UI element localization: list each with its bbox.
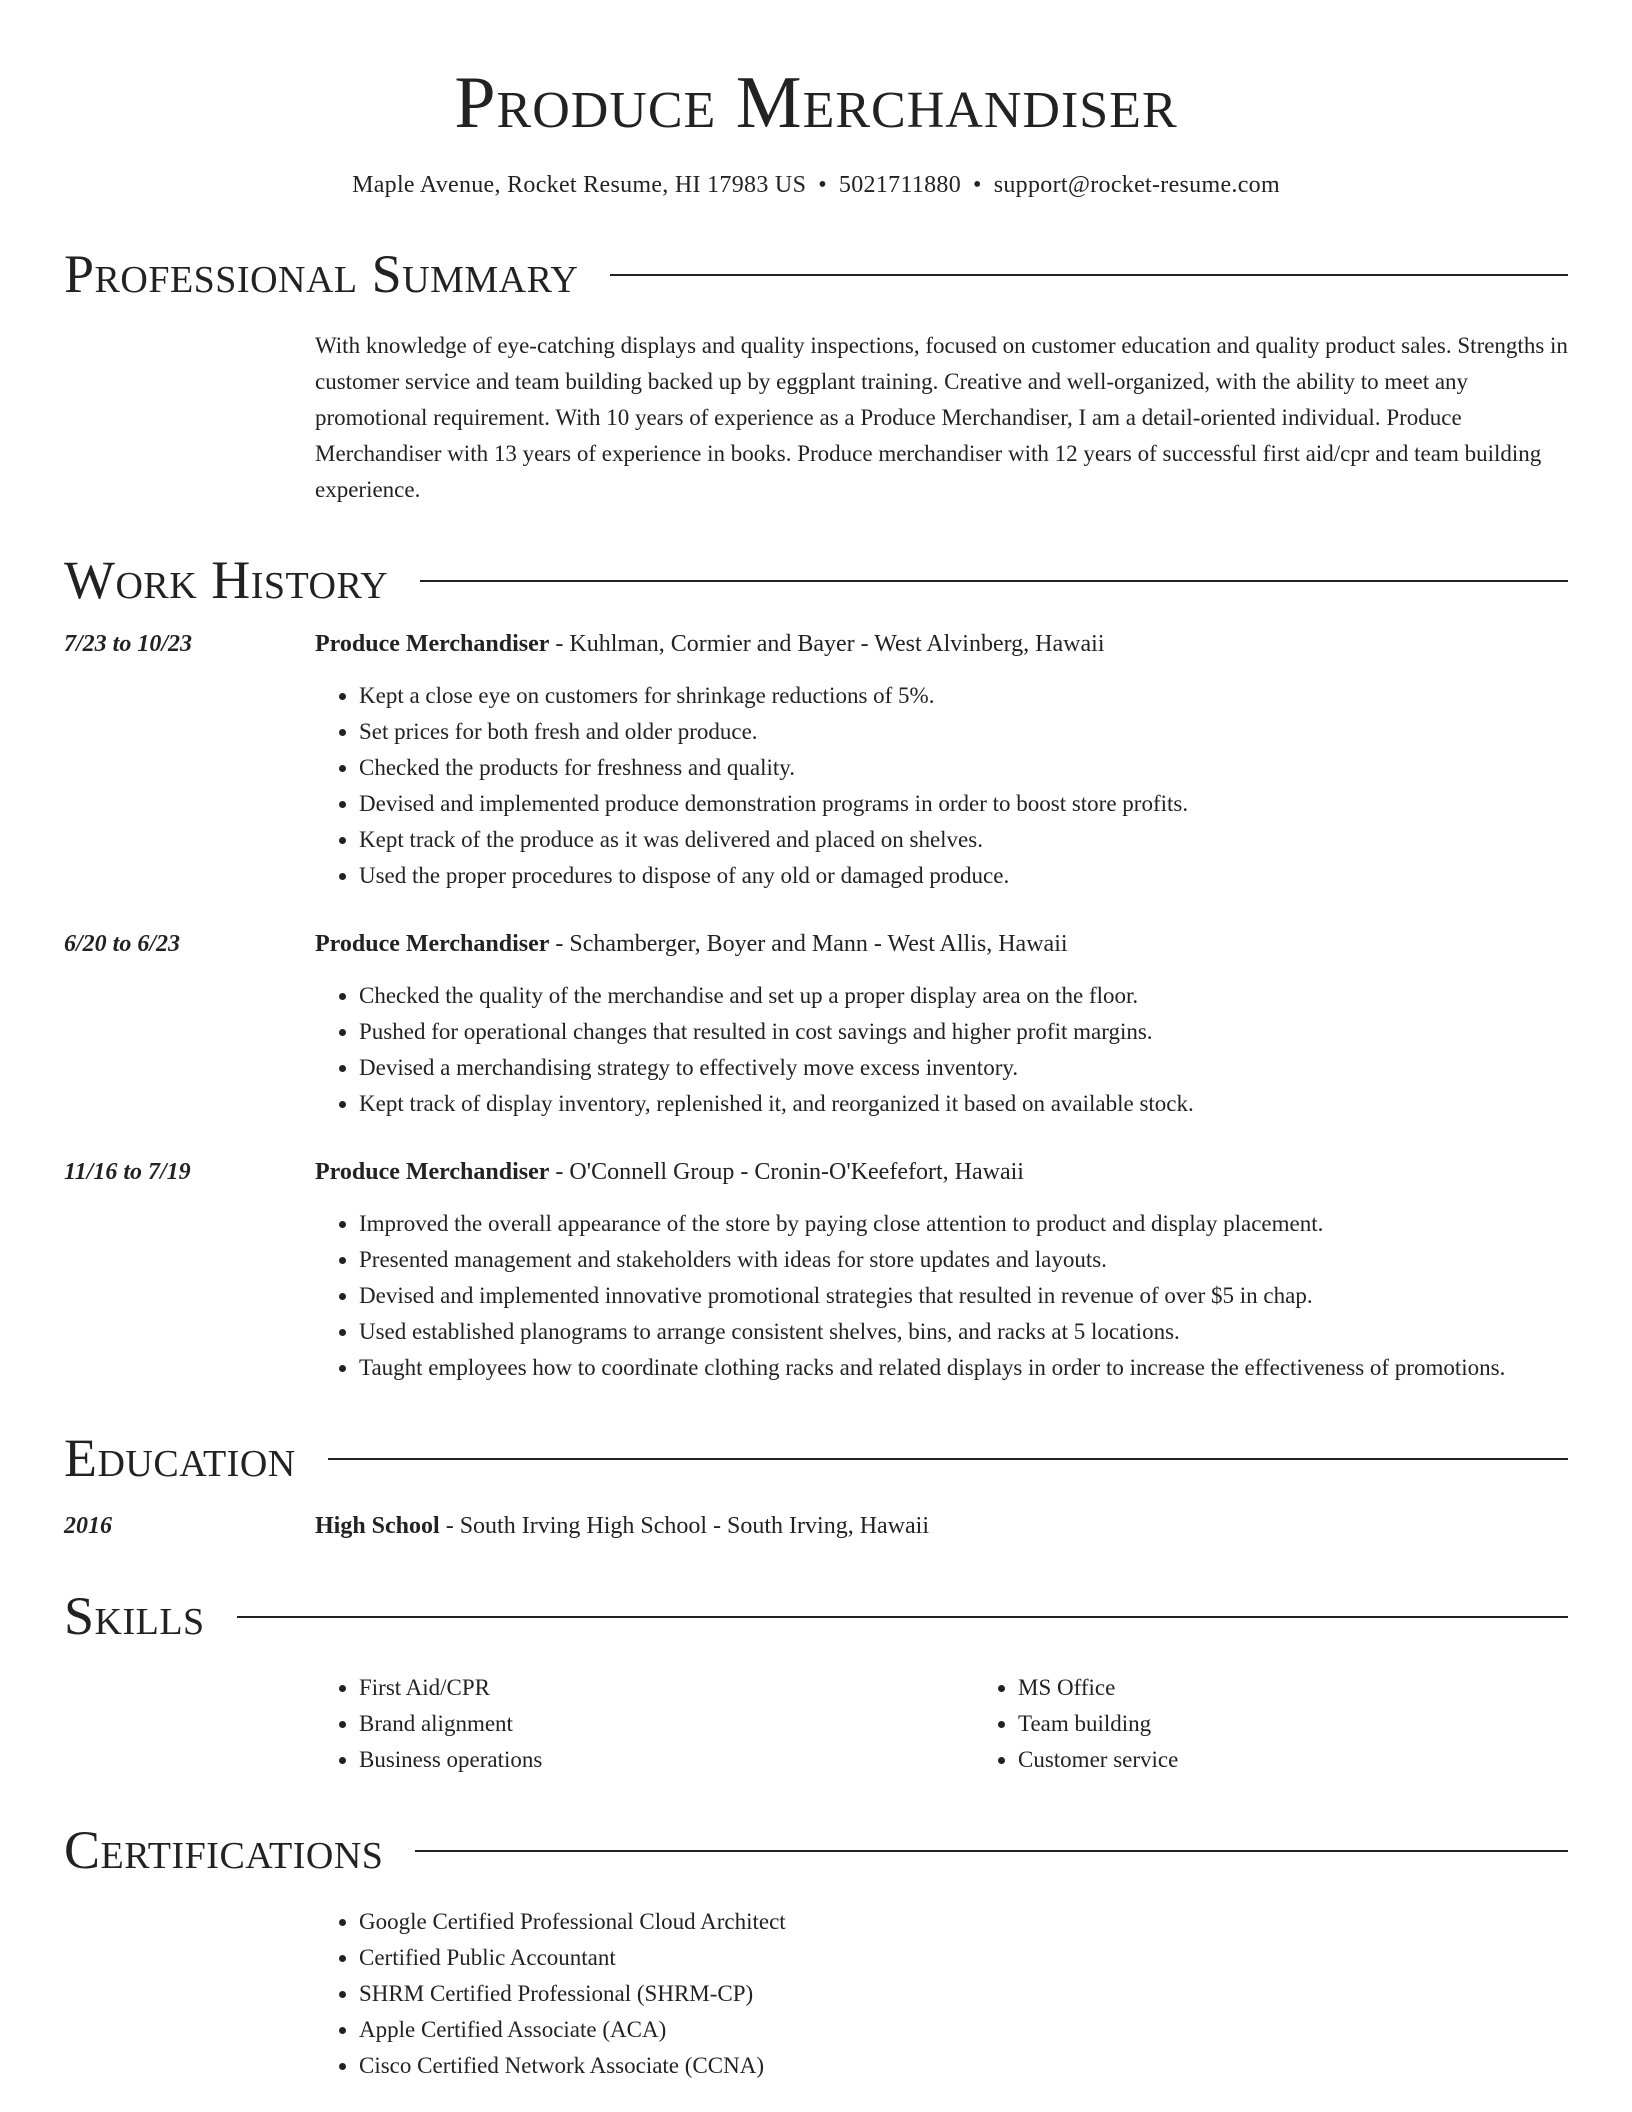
job-line	[315, 626, 1568, 662]
job-line	[315, 1154, 1568, 1190]
list-item: • Devised a merchandising strategy to effectively move excess inventory.	[359, 1050, 1568, 1086]
skills-column	[974, 1670, 1178, 1778]
education-section-header	[64, 1426, 1568, 1490]
section-divider	[610, 274, 1568, 276]
certifications-bullets	[315, 1904, 1568, 2084]
list-item: • Cisco Certified Network Associate (CCNA)	[359, 2048, 1568, 2084]
list-item: • Certified Public Accountant	[359, 1940, 1568, 1976]
skills-column	[315, 1670, 974, 1778]
section-divider	[237, 1616, 1568, 1618]
summary-heading: Professional Summary	[64, 244, 579, 304]
contact-email: support@rocket-resume.com	[993, 172, 1280, 198]
summary-section-header	[64, 242, 1568, 306]
job-bullets	[315, 1206, 1568, 1386]
list-item: • Apple Certified Associate (ACA)	[359, 2012, 1568, 2048]
list-item: • Used the proper procedures to dispose of any old or damaged produce.	[359, 858, 1568, 894]
skills-heading: Skills	[64, 1586, 205, 1646]
list-item: • Improved the overall appearance of the store by paying close attention to product and display placement.	[359, 1206, 1568, 1242]
resume-title: Produce Merchandiser	[454, 62, 1178, 144]
job-entry	[64, 1154, 1568, 1386]
job-bullets	[315, 978, 1568, 1122]
list-item: • Kept a close eye on customers for shrinkage reductions of 5%.	[359, 678, 1568, 714]
job-entry	[64, 926, 1568, 1122]
list-item: • Kept track of the produce as it was delivered and placed on shelves.	[359, 822, 1568, 858]
list-item: • Used established planograms to arrange consistent shelves, bins, and racks at 5 locations.	[359, 1314, 1568, 1350]
section-divider	[415, 1850, 1568, 1852]
education-year: 2016	[64, 1513, 112, 1539]
job-entry	[64, 626, 1568, 894]
list-item: • Pushed for operational changes that resulted in cost savings and higher profit margins.	[359, 1014, 1568, 1050]
list-item: • Checked the products for freshness and quality.	[359, 750, 1568, 786]
list-item: • Team building	[1018, 1706, 1178, 1742]
skills-section-header	[64, 1584, 1568, 1648]
contact-separator: •	[973, 172, 982, 198]
contact-separator: •	[818, 172, 827, 198]
job-title: Produce Merchandiser	[315, 631, 550, 657]
education-degree: High School	[315, 1513, 440, 1539]
list-item: • First Aid/CPR	[359, 1670, 974, 1706]
job-title: Produce Merchandiser	[315, 931, 550, 957]
list-item: • Set prices for both fresh and older produce.	[359, 714, 1568, 750]
list-item: • Devised and implemented produce demonstration programs in order to boost store profits.	[359, 786, 1568, 822]
section-divider	[328, 1458, 1568, 1460]
job-details: - Kuhlman, Cormier and Bayer - West Alvinberg, Hawaii	[549, 631, 1105, 657]
contact-address: Maple Avenue, Rocket Resume, HI 17983 US	[352, 172, 807, 198]
job-dates: 6/20 to 6/23	[64, 931, 181, 957]
certifications-list	[64, 1904, 1568, 2084]
summary-text: With knowledge of eye-catching displays and quality inspections, focused on customer education and quality product sales. Strengths in customer service and team building backed up by eggplant training. Creative and well-organized, with the ability to meet any promotional requirement. With 10 years of experience as a Produce Merchandiser, I am a detail-oriented individual. Produce Merchandiser with 13 years of experience in books. Produce merchandiser with 12 years of successful first aid/cpr and team building experience.	[315, 333, 1568, 502]
list-item: • Checked the quality of the merchandise and set up a proper display area on the floor.	[359, 978, 1568, 1014]
education-heading: Education	[64, 1428, 296, 1488]
list-item: • Presented management and stakeholders with ideas for store updates and layouts.	[359, 1242, 1568, 1278]
job-details: - Schamberger, Boyer and Mann - West Allis, Hawaii	[549, 931, 1068, 957]
job-dates: 7/23 to 10/23	[64, 631, 193, 657]
job-bullets	[315, 678, 1568, 894]
list-item: • Business operations	[359, 1742, 974, 1778]
education-line	[315, 1508, 1568, 1544]
list-item: • SHRM Certified Professional (SHRM-CP)	[359, 1976, 1568, 2012]
education-details: - South Irving High School - South Irving, Hawaii	[439, 1513, 929, 1539]
contact-phone: 5021711880	[838, 172, 962, 198]
work-heading: Work History	[64, 550, 389, 610]
certifications-section-header	[64, 1818, 1568, 1882]
certifications-heading: Certifications	[64, 1820, 384, 1880]
list-item: • Devised and implemented innovative promotional strategies that resulted in revenue of over $5 in chap.	[359, 1278, 1568, 1314]
list-item: • MS Office	[1018, 1670, 1178, 1706]
section-divider	[420, 580, 1568, 582]
list-item: • Google Certified Professional Cloud Architect	[359, 1904, 1568, 1940]
list-item: • Taught employees how to coordinate clothing racks and related displays in order to increase the effectiveness of promotions.	[359, 1350, 1568, 1386]
list-item: • Brand alignment	[359, 1706, 974, 1742]
skills-list	[315, 1670, 1568, 1778]
contact-line	[64, 168, 1568, 202]
job-details: - O'Connell Group - Cronin-O'Keefefort, Hawaii	[549, 1159, 1024, 1185]
work-section-header	[64, 548, 1568, 612]
job-line	[315, 926, 1568, 962]
list-item: • Customer service	[1018, 1742, 1178, 1778]
list-item: • Kept track of display inventory, replenished it, and reorganized it based on available stock.	[359, 1086, 1568, 1122]
job-title: Produce Merchandiser	[315, 1159, 550, 1185]
education-entry	[64, 1508, 1568, 1544]
job-dates: 11/16 to 7/19	[64, 1159, 191, 1185]
